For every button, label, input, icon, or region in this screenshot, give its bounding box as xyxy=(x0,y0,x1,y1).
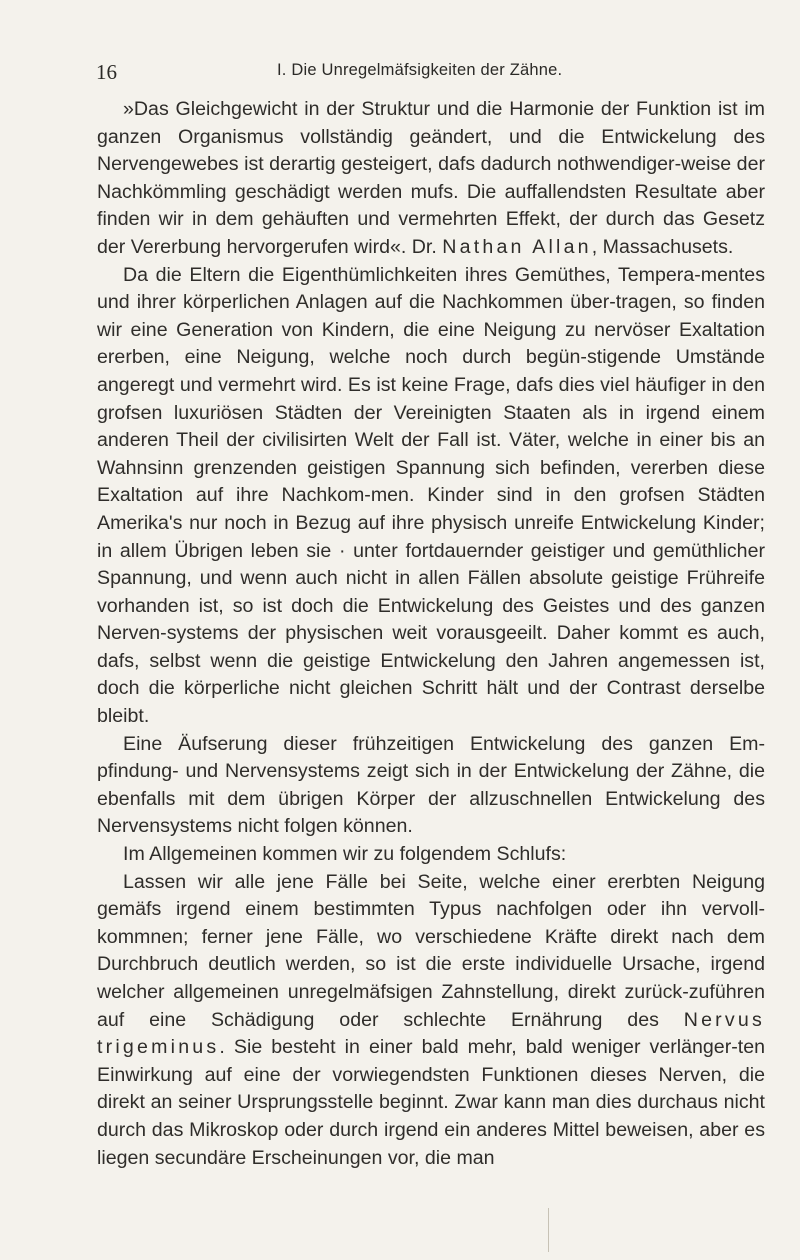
paragraph: Da die Eltern die Eigenthümlichkeiten ihres Gemüthes, Tempera-mentes und ihrer körperlichen Anlagen auf die Nachkommen über-tragen, so finden wir eine Generation von Kindern, die eine Neigung zu nervöser Exaltation ererben, eine Neigung, welche noch durch begün-stigende Umstände angeregt und vermehrt wird. Es ist keine Frage, dafs dies viel häufiger in den grofsen luxuriösen Städten der Vereinigten Staaten als in irgend einem anderen Theil der civilisirten Welt der Fall ist. Väter, welche in einer bis an Wahnsinn grenzenden geistigen Spannung sich befinden, vererben diese Exaltation auf ihre Nachkom-men. Kinder sind in den grofsen Städten Amerika's nur noch in Bezug auf ihre physisch unreife Entwickelung Kinder; in allem Übrigen leben sie · unter fortdauernder geistiger und gemüthlicher Spannung, und wenn auch nicht in allen Fällen absolute geistige Frühreife vorhanden ist, so ist doch die Entwickelung des Geistes und des ganzen Nerven-systems der physischen weit vorausgeeilt. Daher kommt es auch, dafs, selbst wenn die geistige Entwickelung den Jahren angemessen ist, doch die körperliche nicht gleichen Schritt hält und der Contrast derselbe bleibt. xyxy=(97,263,765,728)
body-text xyxy=(97,96,765,1172)
author-name: Nathan Allan xyxy=(442,235,592,258)
chapter-title: I. Die Unregelmäfsigkeiten der Zähne. xyxy=(277,61,563,79)
paragraph-quote: »Das Gleichgewicht in der Struktur und die Harmonie der Funktion ist im ganzen Organismus vollständig geändert, und die Entwickelung des Nervengewebes ist derartig gesteigert, dafs dadurch nothwendiger-weise der Nachkömmling geschädigt werden mufs. Die auffallendsten Resultate aber finden wir in dem gehäuften und vermehrten Effekt, der durch das Gesetz der Vererbung hervorgerufen wird«. Dr. Nathan Allan, Massachusets. xyxy=(97,98,765,258)
running-head xyxy=(96,60,716,86)
nerve-name: Nervus trigeminus xyxy=(97,1008,765,1059)
paragraph: Im Allgemeinen kommen wir zu folgendem Schlufs: xyxy=(123,843,567,866)
paragraph: Eine Äufserung dieser frühzeitigen Entwickelung des ganzen Em-pfindung- und Nervensystems zeigt sich in der Entwickelung der Zähne, die ebenfalls mit dem übrigen Körper der allzuschnellen Entwickelung des Nervensystems nicht folgen können. xyxy=(97,732,765,838)
margin-mark xyxy=(548,1208,549,1252)
page-number: 16 xyxy=(96,60,117,84)
paragraph-conclusion: Lassen wir alle jene Fälle bei Seite, welche einer ererbten Neigung gemäfs irgend einem bestimmten Typus nachfolgen oder ihn vervoll-kommnen; ferner jene Fälle, wo verschiedene Kräfte direkt nach dem Durchbruch deutlich werden, so ist die erste individuelle Ursache, irgend welcher allgemeinen unregelmäfsigen Zahnstellung, direkt zurück-zuführen auf eine Schädigung oder schlechte Ernährung des Nervus trigeminus. Sie besteht in einer bald mehr, bald weniger verlänger-ten Einwirkung auf eine der vorwiegendsten Funktionen dieses Nerven, die direkt an seiner Ursprungsstelle beginnt. Zwar kann man dies durchaus nicht durch das Mikroskop oder durch irgend ein anderes Mittel beweisen, aber es liegen secundäre Erscheinungen vor, die man xyxy=(97,870,765,1169)
